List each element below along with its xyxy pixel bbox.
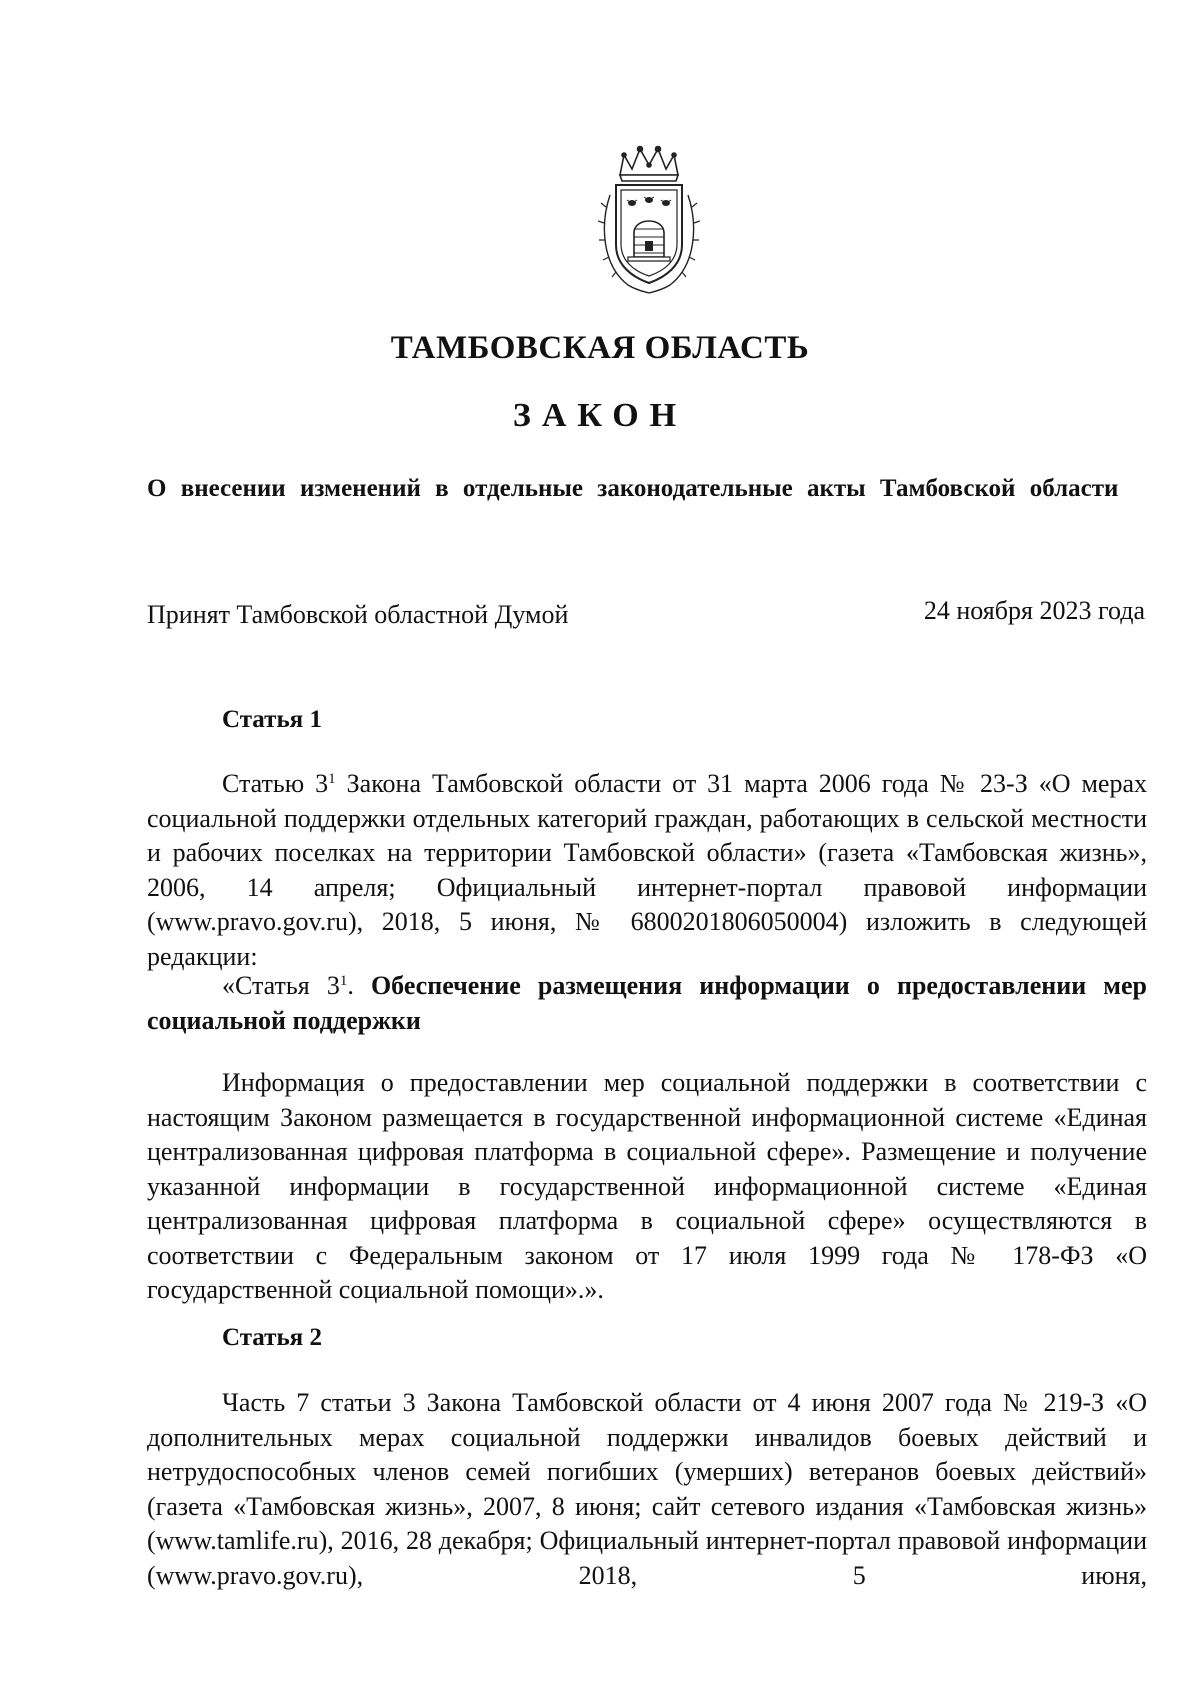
- tambov-coat-of-arms-icon: [598, 145, 700, 295]
- article-1-heading: Статья 1: [222, 706, 322, 733]
- article-1-new-title: Обеспечение размещения информации о предоставлении мер социальной поддержки: [147, 971, 1147, 1035]
- article-1-p2-start: «Статья 3: [222, 971, 340, 1000]
- adoption-date: 24 ноября 2023 года: [923, 596, 1145, 625]
- article-2-heading: Статья 2: [222, 1324, 322, 1351]
- superscript: 1: [339, 973, 348, 989]
- region-name: ТАМБОВСКАЯ ОБЛАСТЬ: [390, 330, 810, 366]
- article-2-paragraph-1: Часть 7 статьи 3 Закона Тамбовской области от 4 июня 2007 года № 219-З «О дополнительных мерах социальной поддержки инвалидов боевых действий и нетрудоспособных членов семей погибших (умерших) ветеранов боевых действий» (газета «Тамбовская жизнь», 2007, 8 июня; сайт сетевого издания «Тамбовская жизнь» (www.tamlife.ru), 2016, 28 декабря; Официальный интернет-портал правовой информации (www.pravo.gov.ru), 2018, 5 июня,: [147, 1388, 1147, 1590]
- document-type: ЗАКОН: [512, 397, 688, 434]
- article-1-paragraph-3: Информация о предоставлении мер социальной поддержки в соответствии с настоящим Законом размещается в государственной информационной системе «Единая централизованная цифровая платформа в социальной сфере». Размещение и получение указанной информации в государственной информационной системе «Единая централизованная цифровая платформа в социальной сфере» осуществляются в соответствии с Федеральным законом от 17 июля 1999 года № 178-ФЗ «О государственной социальной помощи».».: [147, 1068, 1147, 1304]
- adopted-by: Принят Тамбовской областной Думой: [147, 600, 569, 629]
- article-1-paragraph-1: [147, 767, 1147, 974]
- article-1-p1-rest: Закона Тамбовской области от 31 марта 2006 года № 23-З «О мерах социальной поддержки отдельных категорий граждан, работающих в сельской местности и рабочих поселках на территории Тамбовской области» (газета «Тамбовская жизнь», 2006, 14 апреля; Официальный интернет-портал правовой информации (www.pravo.gov.ru), 2018, 5 июня, № 6800201806050004) изложить в следующей редакции:: [147, 769, 1147, 971]
- law-title: О внесении изменений в отдельные законодательные акты Тамбовской области: [147, 475, 1119, 502]
- article-1-p2-dot: .: [347, 971, 371, 1000]
- article-1-p1-start: Статью 3: [222, 769, 329, 798]
- superscript: 1: [328, 771, 336, 787]
- article-1-paragraph-2: [147, 969, 1147, 1038]
